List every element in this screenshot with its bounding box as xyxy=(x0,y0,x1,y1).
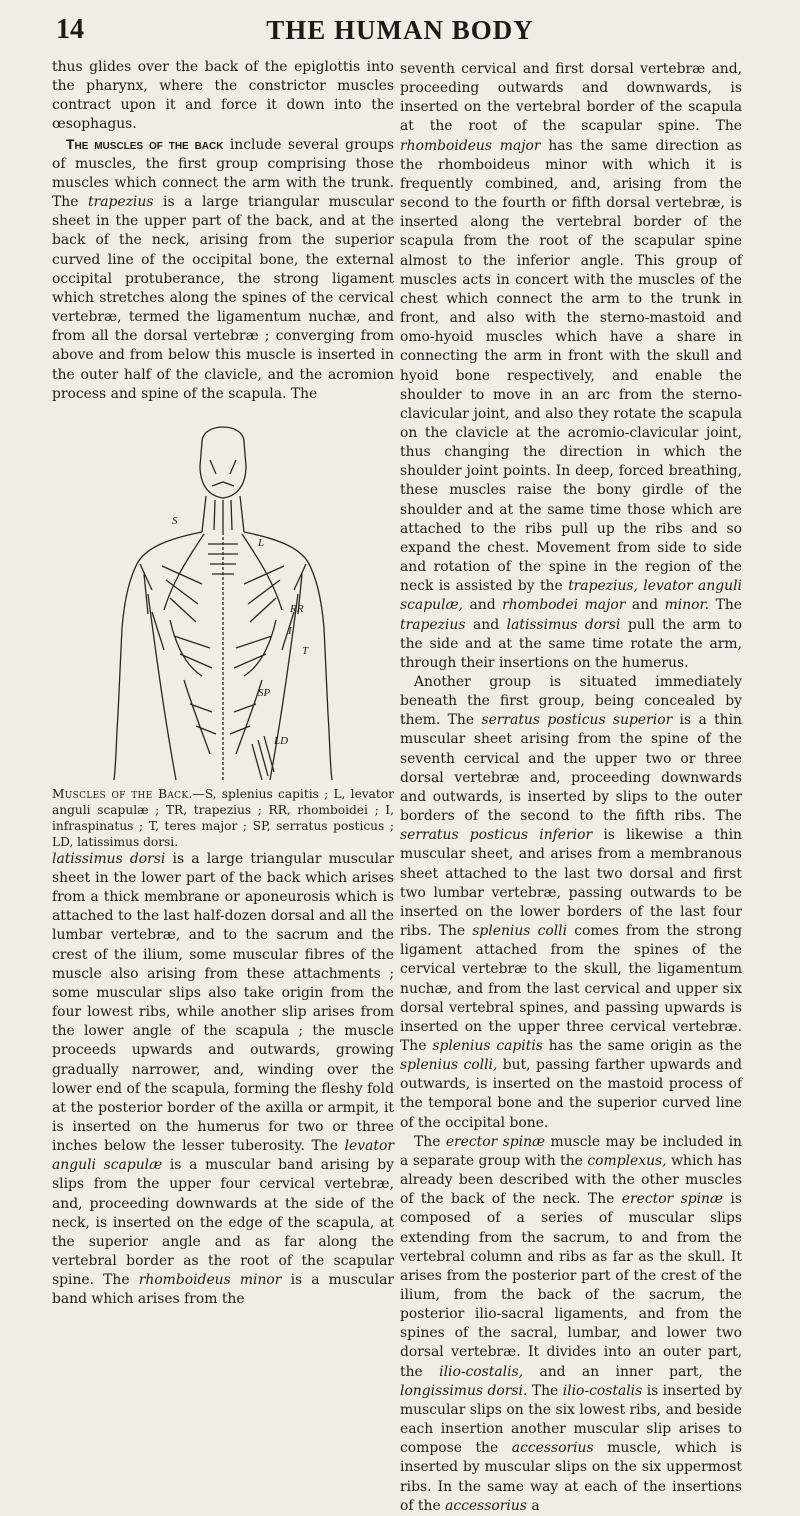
running-title: THE HUMAN BODY xyxy=(266,15,534,45)
figure-caption: Muscles of the Back.—S, splenius capitis ; L, levator anguli scapulæ ; TR, trapezius ; RR, rhomboidei ; I, infraspinatus ; T, teres major ; SP, serratus posticus ; LD, latissimus dorsi. xyxy=(52,786,394,849)
fig-label-sp: SP xyxy=(258,686,271,699)
paragraph: latissimus dorsi is a large triangular muscular sheet in the lower part of the back which arises from a thick membrane or aponeurosis which is attached to the last half-dozen dorsal and all the lumbar vertebræ, and to the sacrum and the crest of the ilium, some muscular fibres of the muscle also arising from these attachments ; some muscular slips also take origin from the four lowest ribs, while another slip arises from the lower angle of the scapula ; the muscle proceeds upwards and outwards, growing gradually narrower, and, winding over the lower end of the scapula, forming the fleshy fold at the posterior border of the axilla or armpit, it is inserted on the humerus for two or three inches below the lesser tuberosity. The levator anguli scapulæ is a muscular band arising by slips from the upper four cervical vertebræ, and, proceeding downwards at the side of the neck, is inserted on the edge of the scapula, at the superior angle and as far along the vertebral border as the root of the scapular spine. The rhomboideus minor is a muscular band which arises from the xyxy=(52,850,395,1308)
paragraph: The erector spinæ muscle may be included in a separate group with the complexus, which has already been described with the other muscles of the back of the neck. The erector spinæ is composed of a series of muscular slips extending from the sacrum, to and from the vertebral column and ribs as far as the skull. It arises from the posterior part of the crest of the ilium, from the back of the sacrum, the posterior ilio-sacral ligaments, and from the spines of the sacral, lumbar, and lower two dorsal vertebræ. It divides into an outer part, the ilio-costalis, and an inner part, the longissimus dorsi. The ilio-costalis is inserted by muscular slips on the six lowest ribs, and beside each insertion another muscular slip arises to compose the accessorius muscle, which is inserted by muscular slips on the six uppermost ribs. In the same way at each of the insertions of the accessorius a xyxy=(400,1133,742,1514)
left-column xyxy=(52,58,394,1310)
right-column xyxy=(400,60,742,1516)
section-lead: The muscles of the back xyxy=(66,135,224,152)
fig-label-i: I xyxy=(288,624,292,637)
fig-label-t: T xyxy=(302,644,309,657)
back-muscles-figure xyxy=(52,414,394,782)
fig-label-s: S xyxy=(172,514,178,527)
paragraph: Another group is situated immediately beneath the first group, being concealed by them. The serratus posticus superior is a thin muscular sheet arising from the spine of the seventh cervical and the upper two or three dorsal vertebræ and, proceeding downwards and outwards, is inserted by slips to the outer borders of the second to the fifth ribs. The serratus posticus inferior is likewise a thin muscular sheet, and arises from a membranous sheet attached to the last two dorsal and first two lumbar vertebræ, passing outwards to be inserted on the lower borders of the last four ribs. The splenius colli comes from the strong ligament attached from the spines of the cervical vertebræ to the skull, the ligamentum nuchæ, and from the last cervical and upper six dorsal vertebral spines, and passing upwards is inserted on the upper three cervical vertebræ. The splenius capitis has the same origin as the splenius colli, but, passing farther upwards and outwards, is inserted on the mastoid process of the temporal bone and the superior curved line of the occipital bone. xyxy=(400,674,742,1131)
paragraph: seventh cervical and first dorsal vertebræ and, proceeding outwards and downwards, is inserted on the vertebral border of the scapula at the root of the scapular spine. The rhomboideus major has the same direction as the rhomboideus minor with which it is frequently combined, and, arising from the second to the fourth or fifth dorsal vertebræ, is inserted along the vertebral border of the scapula from the root of the scapular spine almost to the inferior angle. This group of muscles acts in concert with the muscles of the chest which connect the arm to the trunk in front, and also with the sterno-mastoid and omo-hyoid muscles which have a share in connecting the arm in front with the skull and hyoid bone respectively, and enable the shoulder to move in an arc from the sterno-clavicular joint, and also they rotate the scapula on the clavicle at the acromio-clavicular joint, thus changing the direction in which the shoulder joint points. In deep, forced breathing, these muscles raise the bony girdle of the shoulder and at the same time those which are attached to the ribs pull up the ribs and so expand the chest. Movement from side to side and rotation of the spine in the region of the neck is assisted by the trapezius, levator anguli scapulæ, and rhombodei major and minor. The trapezius and latissimus dorsi pull the arm to the side and at the same time rotate the arm, through their insertions on the humerus. xyxy=(400,61,743,671)
fig-label-ld: LD xyxy=(274,734,289,747)
fig-label-l: L xyxy=(258,536,265,549)
back-muscles-illustration xyxy=(52,414,394,782)
paragraph: thus glides over the back of the epiglottis into the pharynx, where the constrictor muscles contract upon it and force it down into the œsophagus. xyxy=(52,59,394,133)
paragraph: The muscles of the back include several groups of muscles, the first group comprising those muscles which connect the arm with the trunk. The trapezius is a large triangular muscular sheet in the upper part of the back, and at the back of the neck, arising from the superior curved line of the occipital bone, the external occipital protuberance, the strong ligament which stretches along the spines of the cervical vertebræ, termed the ligamentum nuchæ, and from all the dorsal vertebræ ; converging from above and from below this muscle is inserted in the outer half of the clavicle, and the acromion process and spine of the scapula. The xyxy=(52,135,394,402)
fig-label-rr: RR xyxy=(290,602,304,615)
page-header xyxy=(0,8,800,52)
page-number: 14 xyxy=(56,14,84,45)
